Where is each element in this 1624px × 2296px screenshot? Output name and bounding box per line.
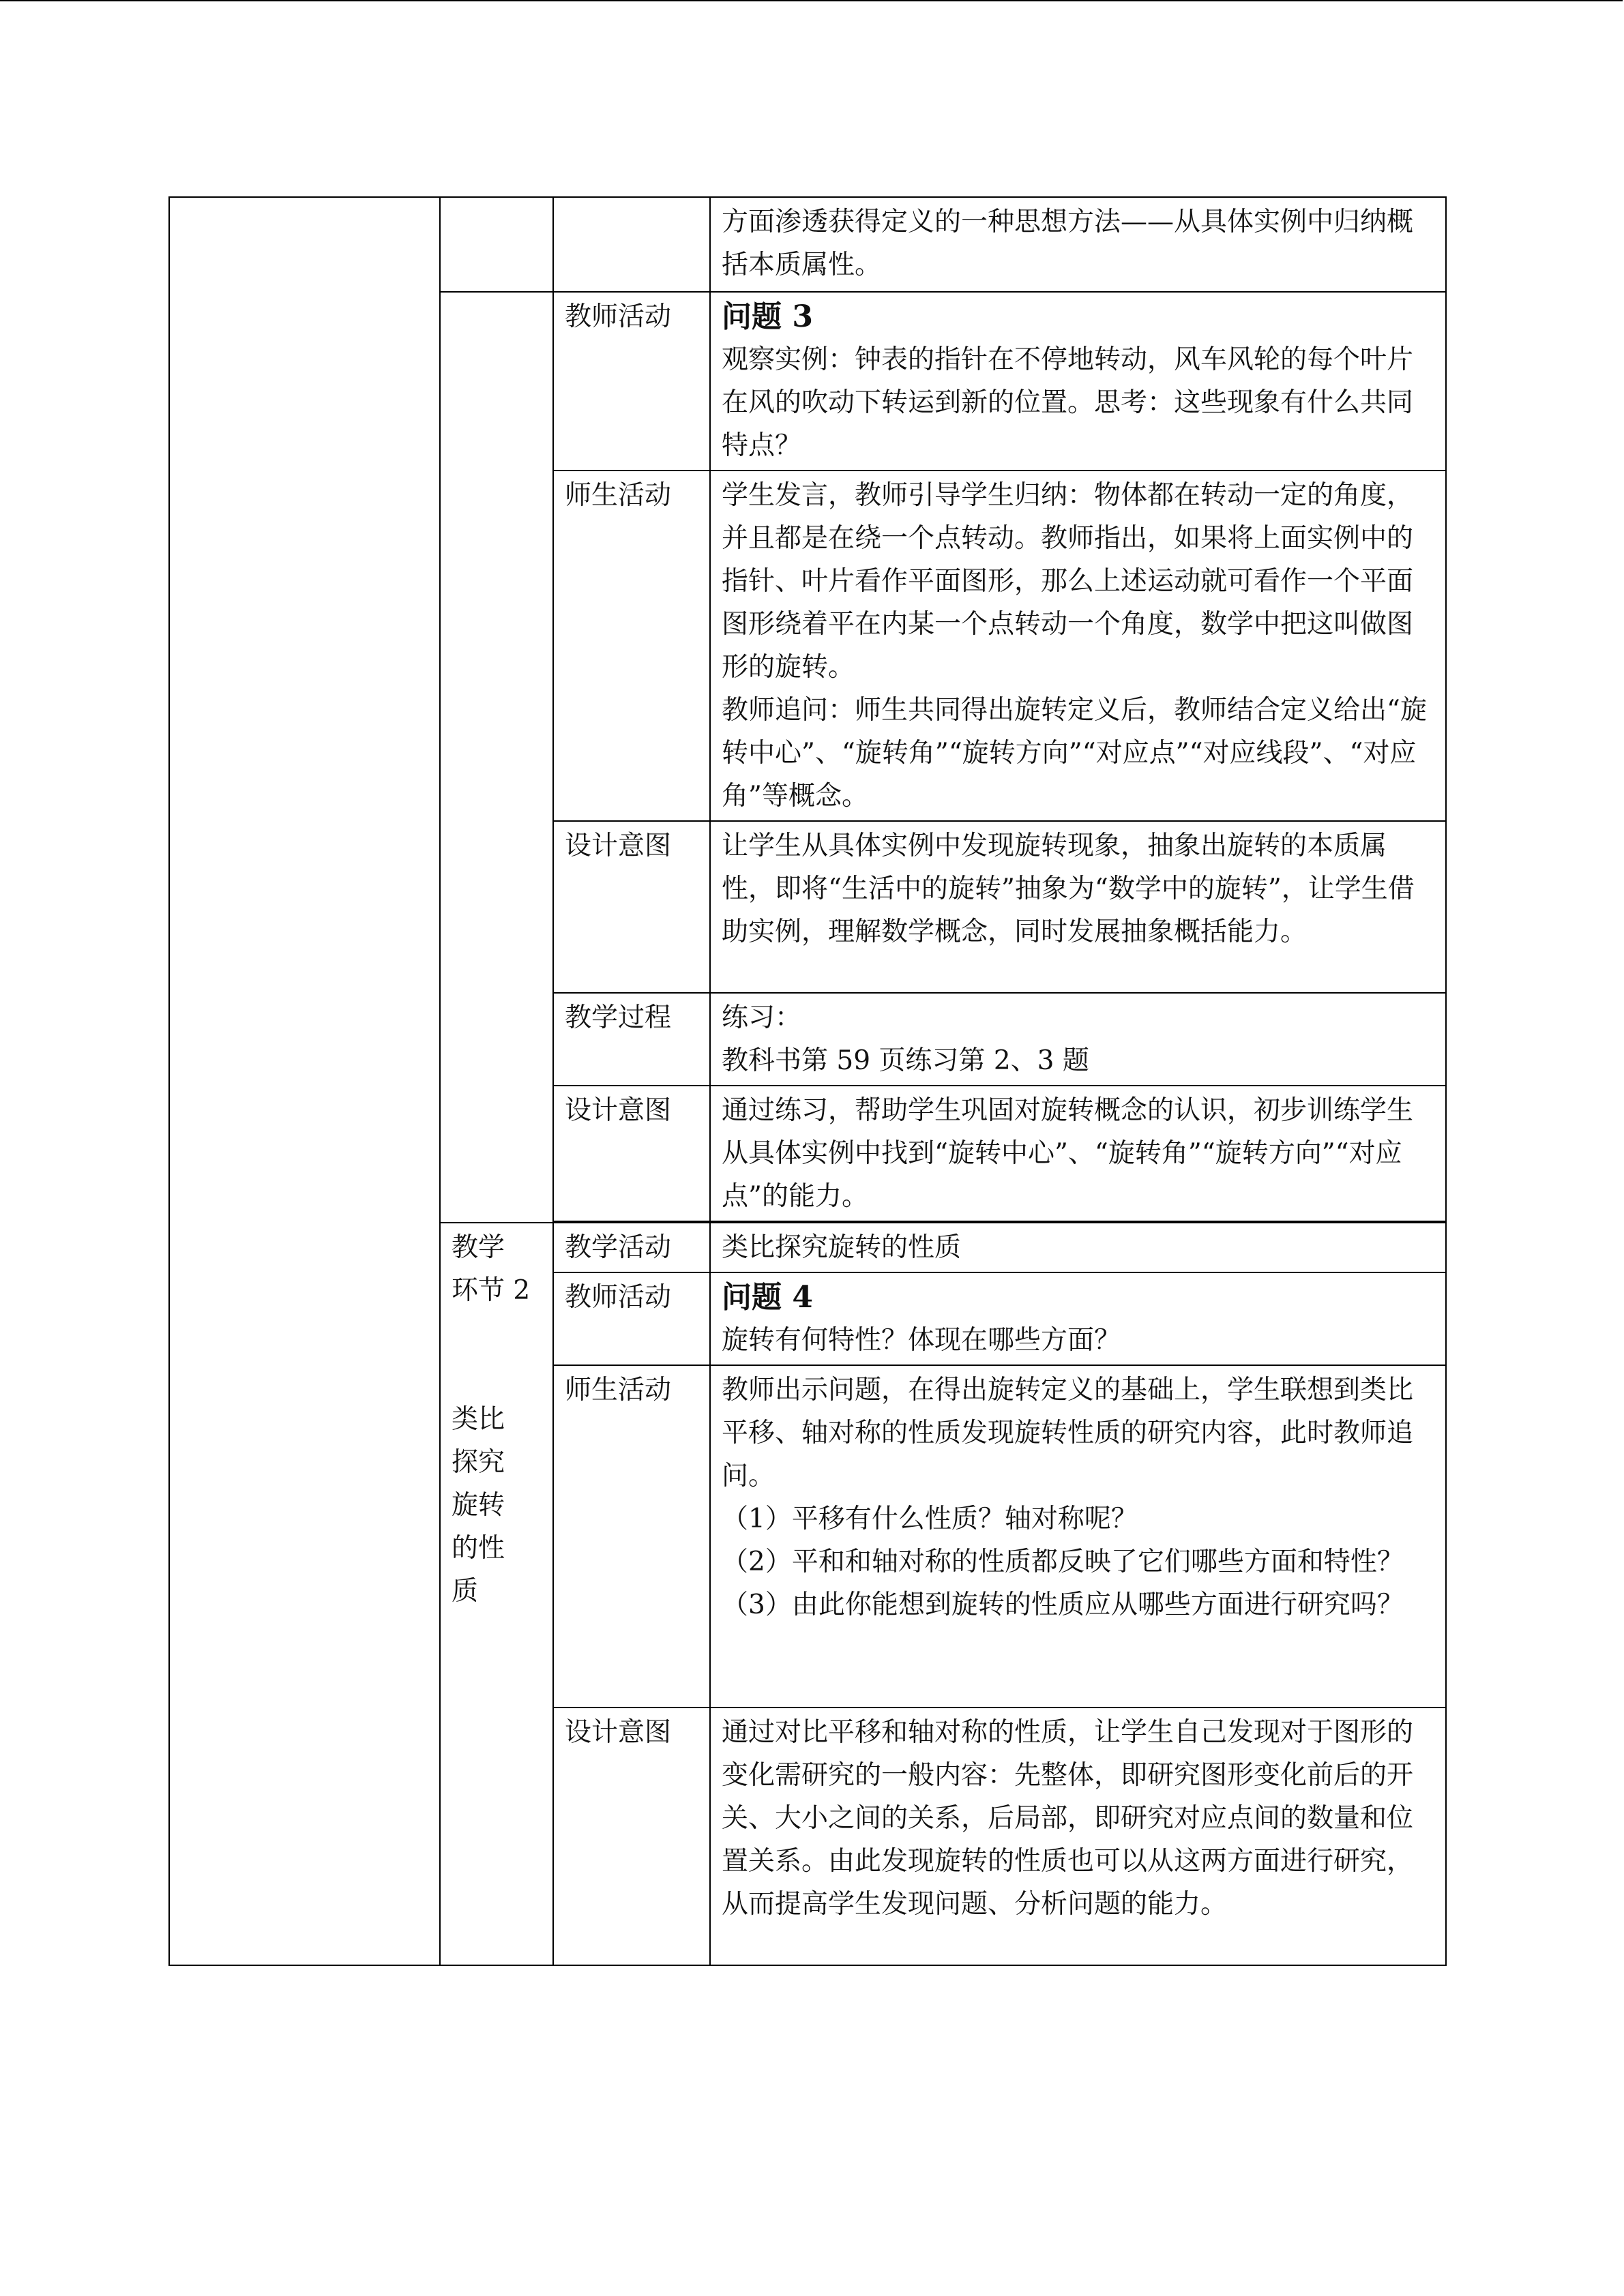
content-paragraph: 练习：: [722, 1002, 802, 1033]
row-label: 设计意图: [553, 821, 710, 993]
content-paragraph: 学生发言，教师引导学生归纳：物体都在转动一定的角度，并且都是在绕一个点转动。教师指出，如果将上面实例中的指针、叶片看作平面图形，那么上述运动就可看作一个平面图形绕着平在内某一个点转动一个角度，数学中把这叫做图形的旋转。: [722, 480, 1414, 683]
row-label: 教师活动: [553, 1272, 710, 1365]
content-paragraph: （3）由此你能想到旋转的性质应从哪些方面进行研究吗？: [722, 1590, 1404, 1620]
row-label: [553, 197, 710, 292]
row-content: [710, 197, 1446, 292]
content-paragraph: 通过练习，帮助学生巩固对旋转概念的认识，初步训练学生从具体实例中找到“旋转中心”、“旋转角”“旋转方向”“对应点”的能力。: [722, 1095, 1414, 1212]
content-paragraph: 让学生从具体实例中发现旋转现象，抽象出旋转的本质属性，即将“生活中的旋转”抽象为“数学中的旋转”，让学生借助实例，理解数学概念，同时发展抽象概括能力。: [722, 831, 1415, 947]
content-paragraph: 教科书第 59 页练习第 2、3 题: [722, 1045, 1089, 1076]
question-title: 问题 4: [722, 1280, 813, 1315]
section-2-name-part: 旋转: [452, 1490, 505, 1521]
content-paragraph: 教师追问：师生共同得出旋转定义后，教师结合定义给出“旋转中心”、“旋转角”“旋转方向”“对应点”“对应线段”、“对应角”等概念。: [722, 695, 1427, 811]
page-top-border: [0, 0, 1623, 1]
content-paragraph: 观察实例：钟表的指针在不停地转动，风车风轮的每个叶片在风的吹动下转运到新的位置。思考：这些现象有什么共同特点？: [722, 344, 1414, 461]
content-paragraph: 教师出示问题，在得出旋转定义的基础上，学生联想到类比平移、轴对称的性质发现旋转性质的研究内容，此时教师追问。: [722, 1375, 1414, 1491]
row-content: [710, 1365, 1446, 1708]
section-2-line: 环节 2: [452, 1275, 531, 1306]
content-paragraph: （1）平移有什么性质？轴对称呢？: [722, 1504, 1138, 1534]
question-title: 问题 3: [722, 299, 813, 334]
table-row: [169, 197, 1446, 292]
content-paragraph: 通过对比平移和轴对称的性质，让学生自己发现对于图形的变化需研究的一般内容：先整体，即研究图形变化前后的开关、大小之间的关系，后局部，即研究对应点间的数量和位置关系。由此发现旋转的性质也可以从这两方面进行研究，从而提高学生发现问题、分析问题的能力。: [722, 1717, 1414, 1920]
row-label: 师生活动: [553, 1365, 710, 1708]
section-cell-empty: [440, 292, 553, 1223]
content-paragraph: 类比探究旋转的性质: [722, 1232, 962, 1263]
row-content: [710, 821, 1446, 993]
section-2-name-part: 的性: [452, 1533, 505, 1564]
content-paragraph: 旋转有何特性？体现在哪些方面？: [722, 1325, 1121, 1356]
stage-column-cell: [169, 197, 440, 1965]
row-content: [710, 1223, 1446, 1272]
row-label: 设计意图: [553, 1708, 710, 1965]
section-2-cell: [440, 1223, 553, 1965]
row-label: 设计意图: [553, 1086, 710, 1221]
row-content: [710, 1272, 1446, 1365]
section-2-line: 教学: [452, 1232, 505, 1263]
row-content: [710, 1086, 1446, 1221]
row-label: 教学活动: [553, 1223, 710, 1272]
row-content: [710, 993, 1446, 1086]
row-label: 教师活动: [553, 292, 710, 471]
row-content: [710, 292, 1446, 471]
section-2-name-part: 类比: [452, 1404, 505, 1435]
section-cell-empty: [440, 197, 553, 292]
lesson-plan-table: [168, 196, 1447, 1966]
row-label: 师生活动: [553, 471, 710, 821]
section-2-name-part: 探究: [452, 1447, 505, 1478]
content-paragraph: 方面渗透获得定义的一种思想方法——从具体实例中归纳概括本质属性。: [722, 207, 1414, 280]
row-content: [710, 1708, 1446, 1965]
row-label: 教学过程: [553, 993, 710, 1086]
row-content: [710, 471, 1446, 821]
content-paragraph: （2）平和和轴对称的性质都反映了它们哪些方面和特性？: [722, 1547, 1404, 1577]
section-2-name-part: 质: [452, 1576, 479, 1607]
